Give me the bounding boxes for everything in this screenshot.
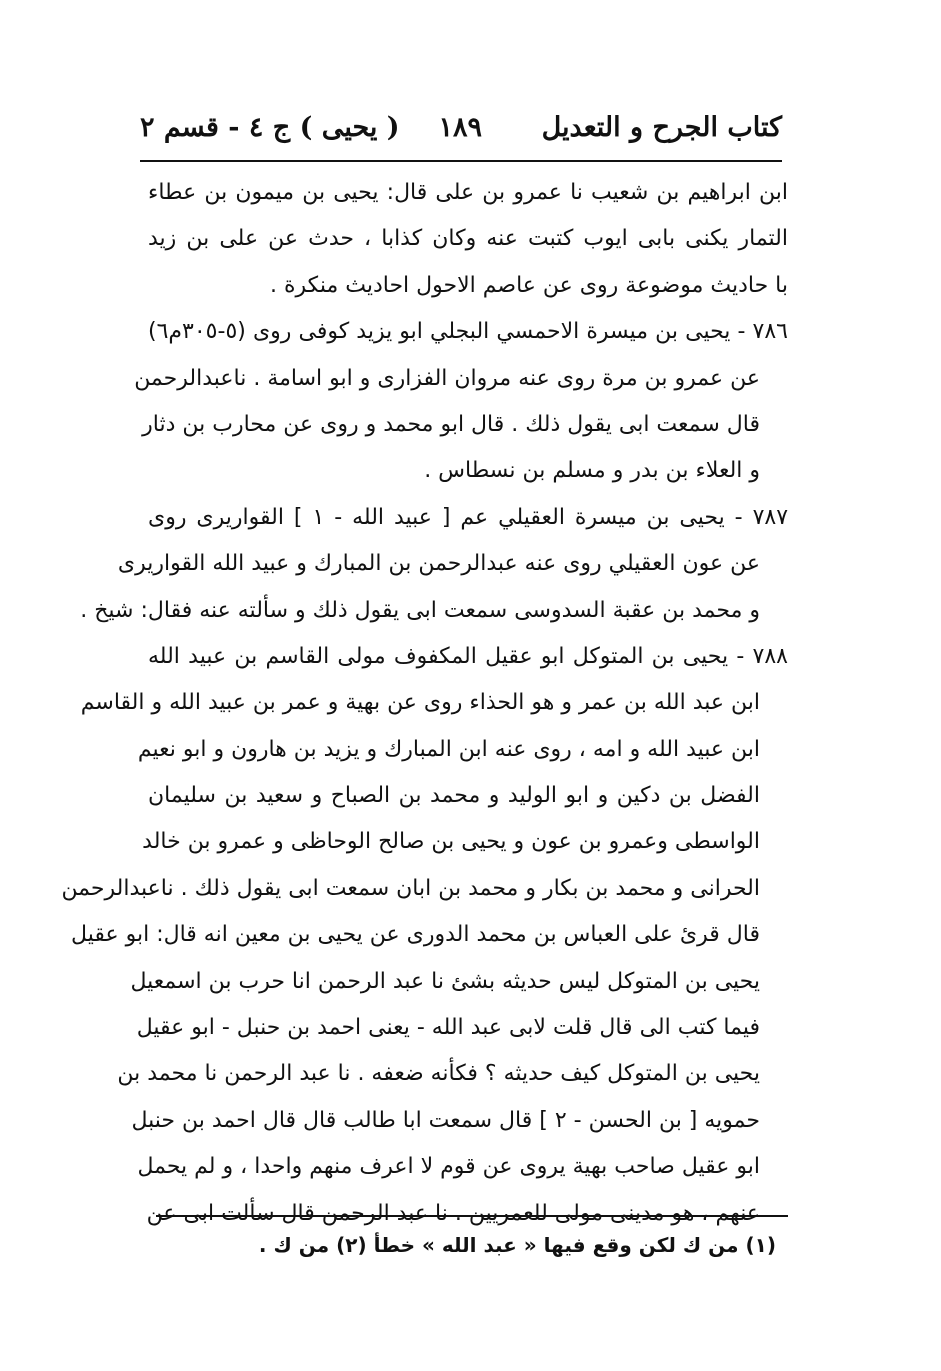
header-rule xyxy=(140,160,782,162)
text-line: الفضل بن دكين و ابو الوليد و محمد بن الصباح و سعيد بن سليمان xyxy=(148,783,760,809)
entry-heading-787: ٧٨٧ - يحيى بن ميسرة العقيلي عم [ عبيد الله - ١ ] القواريرى روى xyxy=(148,504,789,530)
entry-heading-786: ٧٨٦ - يحيى بن ميسرة الاحمسي البجلي ابو يزيد كوفى روى (٥-٣٠٥م٦) xyxy=(148,319,788,345)
text-line: يحيى بن المتوكل كيف حديثه ؟ فكأنه ضعفه . نا عبد الرحمن نا محمد بن xyxy=(117,1061,760,1087)
text-line: فيما كتب الى قال قلت لابى عبد الله - يعنى احمد بن حنبل - ابو عقيل xyxy=(136,1015,760,1041)
entry-heading-788: ٧٨٨ - يحيى بن المتوكل ابو عقيل المكفوف مولى القاسم بن عبيد الله xyxy=(148,643,788,669)
footnote: (١) من ك لكن وقع فيها « عبد الله » خطأ (٢) من ك . xyxy=(258,1233,776,1257)
volume-reference: ( يحيى ) ج ٤ - قسم ٢ xyxy=(140,112,400,143)
text-line: الحرانى و محمد بن بكار و محمد بن ابان سمعت ابى يقول ذلك . ناعبدالرحمن xyxy=(61,875,760,901)
text-line: الواسطى وعمرو بن عون و يحيى بن صالح الوحاظى و عمرو بن خالد xyxy=(142,829,760,855)
text-line: التمار يكنى بابى ايوب كتبت عنه وكان كذابا ، حدث عن على بن زيد xyxy=(148,226,788,252)
page-number: ١٨٩ xyxy=(438,112,482,143)
text-line: ابن ابراهيم بن شعيب نا عمرو بن على قال: يحيى بن ميمون بن عطاء xyxy=(148,180,788,205)
text-line: قال قرئ على العباس بن محمد الدورى عن يحيى بن معين انه قال: ابو عقيل xyxy=(71,922,760,948)
book-title: كتاب الجرح و التعديل xyxy=(541,112,782,143)
text-line: حمويه [ بن الحسن - ٢ ] قال سمعت ابا طالب قال قال احمد بن حنبل xyxy=(131,1107,760,1133)
text-line: ابو عقيل صاحب بهية يروى عن قوم لا اعرف منهم واحدا ، و لم يحمل xyxy=(137,1154,760,1180)
text-line: عن عون العقيلي روى عنه عبدالرحمن بن المبارك و عبيد الله القواريرى xyxy=(117,551,760,577)
text-line: و محمد بن عقبة السدوسى سمعت ابى يقول ذلك و سألته عنه فقال: شيخ . xyxy=(80,597,760,623)
text-line: عن عمرو بن مرة روى عنه مروان الفزارى و ابو اسامة . ناعبدالرحمن xyxy=(134,365,760,391)
footnote-rule xyxy=(156,1215,788,1217)
text-line: قال سمعت ابى يقول ذلك . قال ابو محمد و روى عن محارب بن دثار xyxy=(142,411,760,437)
running-head xyxy=(140,112,782,156)
body-text xyxy=(61,170,789,1237)
text-line: ابن عبيد الله و امه ، روى عنه ابن المبارك و يزيد بن هارون و ابو نعيم xyxy=(137,736,760,762)
text-line: ابن عبد الله بن عمر و هو الحذاء روى عن بهية و عمر بن عبيد الله و القاسم xyxy=(80,690,760,716)
text-line: يحيى بن المتوكل ليس حديثه بشئ نا عبد الرحمن انا حرب بن اسمعيل xyxy=(130,968,760,994)
text-line: با حاديث موضوعة روى عن عاصم الاحول احاديث منكرة . xyxy=(270,272,788,298)
text-line: عنهم ، هو مدينى مولى للعمريين . نا عبد الرحمن قال سألت ابى عن xyxy=(146,1200,760,1226)
text-line: و العلاء بن بدر و مسلم بن نسطاس . xyxy=(424,458,760,484)
